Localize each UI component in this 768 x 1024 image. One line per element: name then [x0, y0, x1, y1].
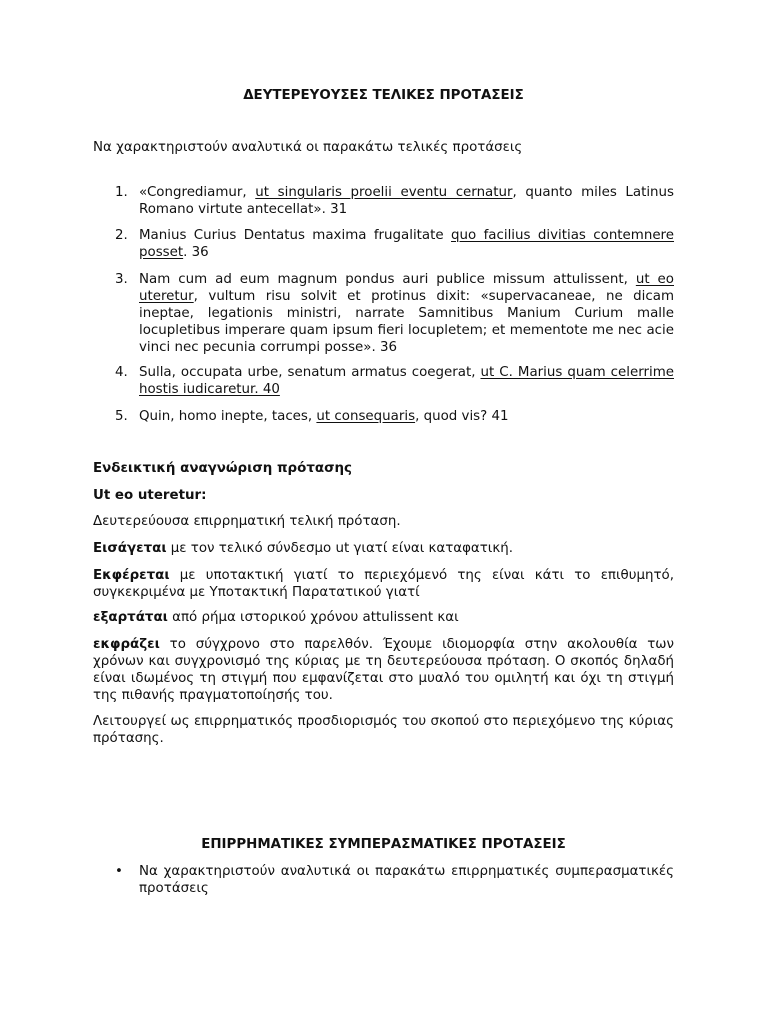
item-text: Manius Curius Dentatus maxima frugalitate quo facilius divitias contemnere posset. 36 [139, 228, 675, 260]
item-text: Quin, homo inepte, taces, ut consequaris, quod vis? 41 [139, 409, 509, 424]
item-number: 3. [115, 272, 128, 287]
underlined-clause: ut C. Marius quam celerrime hostis iudicaretur. 40 [139, 365, 674, 397]
bullet-item [93, 863, 674, 903]
underlined-clause: ut consequaris [316, 409, 416, 424]
answer-heading: Ενδεικτική αναγνώριση πρότασης [93, 461, 352, 476]
item-number: 1. [115, 185, 128, 200]
underlined-clause: quo facilius divitias contemnere posset [139, 228, 675, 260]
instruction-text: Να χαρακτηριστούν αναλυτικά οι παρακάτω τελικές προτάσεις [93, 140, 523, 155]
answer-subheading: Ut eo uteretur: [93, 488, 207, 503]
item-text: Nam cum ad eum magnum pondus auri publice missum attulissent, ut eo uteretur, vultum risu solvit et protinus dixit: «supervacaneae, ne dicam ineptae, legationis ministri, narrate Samnitibus Manium Curium malle locupletibus imperare quam ipsum fieri locupletem; et mementote me nec acie vinci nec pecunia corrumpi posse». 36 [139, 272, 674, 355]
bullet-text: Να χαρακτηριστούν αναλυτικά οι παρακάτω επιρρηματικές συμπερασματικές προτάσεις [139, 864, 674, 896]
answer-paragraph: εξαρτάται από ρήμα ιστορικού χρόνου attulissent και [93, 610, 459, 625]
section-title: ΕΠΙΡΡΗΜΑΤΙΚΕΣ ΣΥΜΠΕΡΑΣΜΑΤΙΚΕΣ ΠΡΟΤΑΣΕΙΣ [201, 837, 566, 852]
item-text: «Congrediamur, ut singularis proelii eventu cernatur, quanto miles Latinus Romano virtute antecellat». 31 [139, 185, 675, 217]
underlined-clause: ut singularis proelii eventu cernatur [255, 185, 513, 200]
underlined-clause: ut eo uteretur [139, 272, 674, 304]
answer-paragraph: Εισάγεται με τον τελικό σύνδεσμο ut γιατί είναι καταφατική. [93, 541, 513, 556]
item-text: Sulla, occupata urbe, senatum armatus coegerat, ut C. Marius quam celerrime hostis iudicaretur. 40 [139, 365, 674, 397]
answer-paragraph: Δευτερεύουσα επιρρηματική τελική πρόταση. [93, 514, 401, 529]
item-number: 4. [115, 365, 128, 380]
bullet-symbol: • [115, 864, 123, 879]
section-title: ΔΕΥΤΕΡΕΥΟΥΣΕΣ ΤΕΛΙΚΕΣ ΠΡΟΤΑΣΕΙΣ [243, 88, 524, 103]
answer-paragraph: Εκφέρεται με υποτακτική γιατί το περιεχόμενό της είναι κάτι το επιθυμητό, συγκεκριμένα με Υποτακτική Παρατατικού γιατί [93, 568, 674, 600]
item-number: 5. [115, 409, 128, 424]
answer-paragraph: Λειτουργεί ως επιρρηματικός προσδιορισμός του σκοπού στο περιεχόμενο της κύριας πρότασης. [93, 714, 674, 746]
answer-paragraph: εκφράζει το σύγχρονο στο παρελθόν. Έχουμε ιδιομορφία στην ακολουθία των χρόνων και συγχρονισμό της κύριας με τη δευτερεύουσα πρόταση. Ο σκοπός δηλαδή είναι ιδωμένος τη στιγμή που εμφανίζεται στο μυαλό του ομιλητή και όχι τη στιγμή της πιθανής πραγματοποίησής του. [93, 637, 674, 703]
item-number: 2. [115, 228, 128, 243]
